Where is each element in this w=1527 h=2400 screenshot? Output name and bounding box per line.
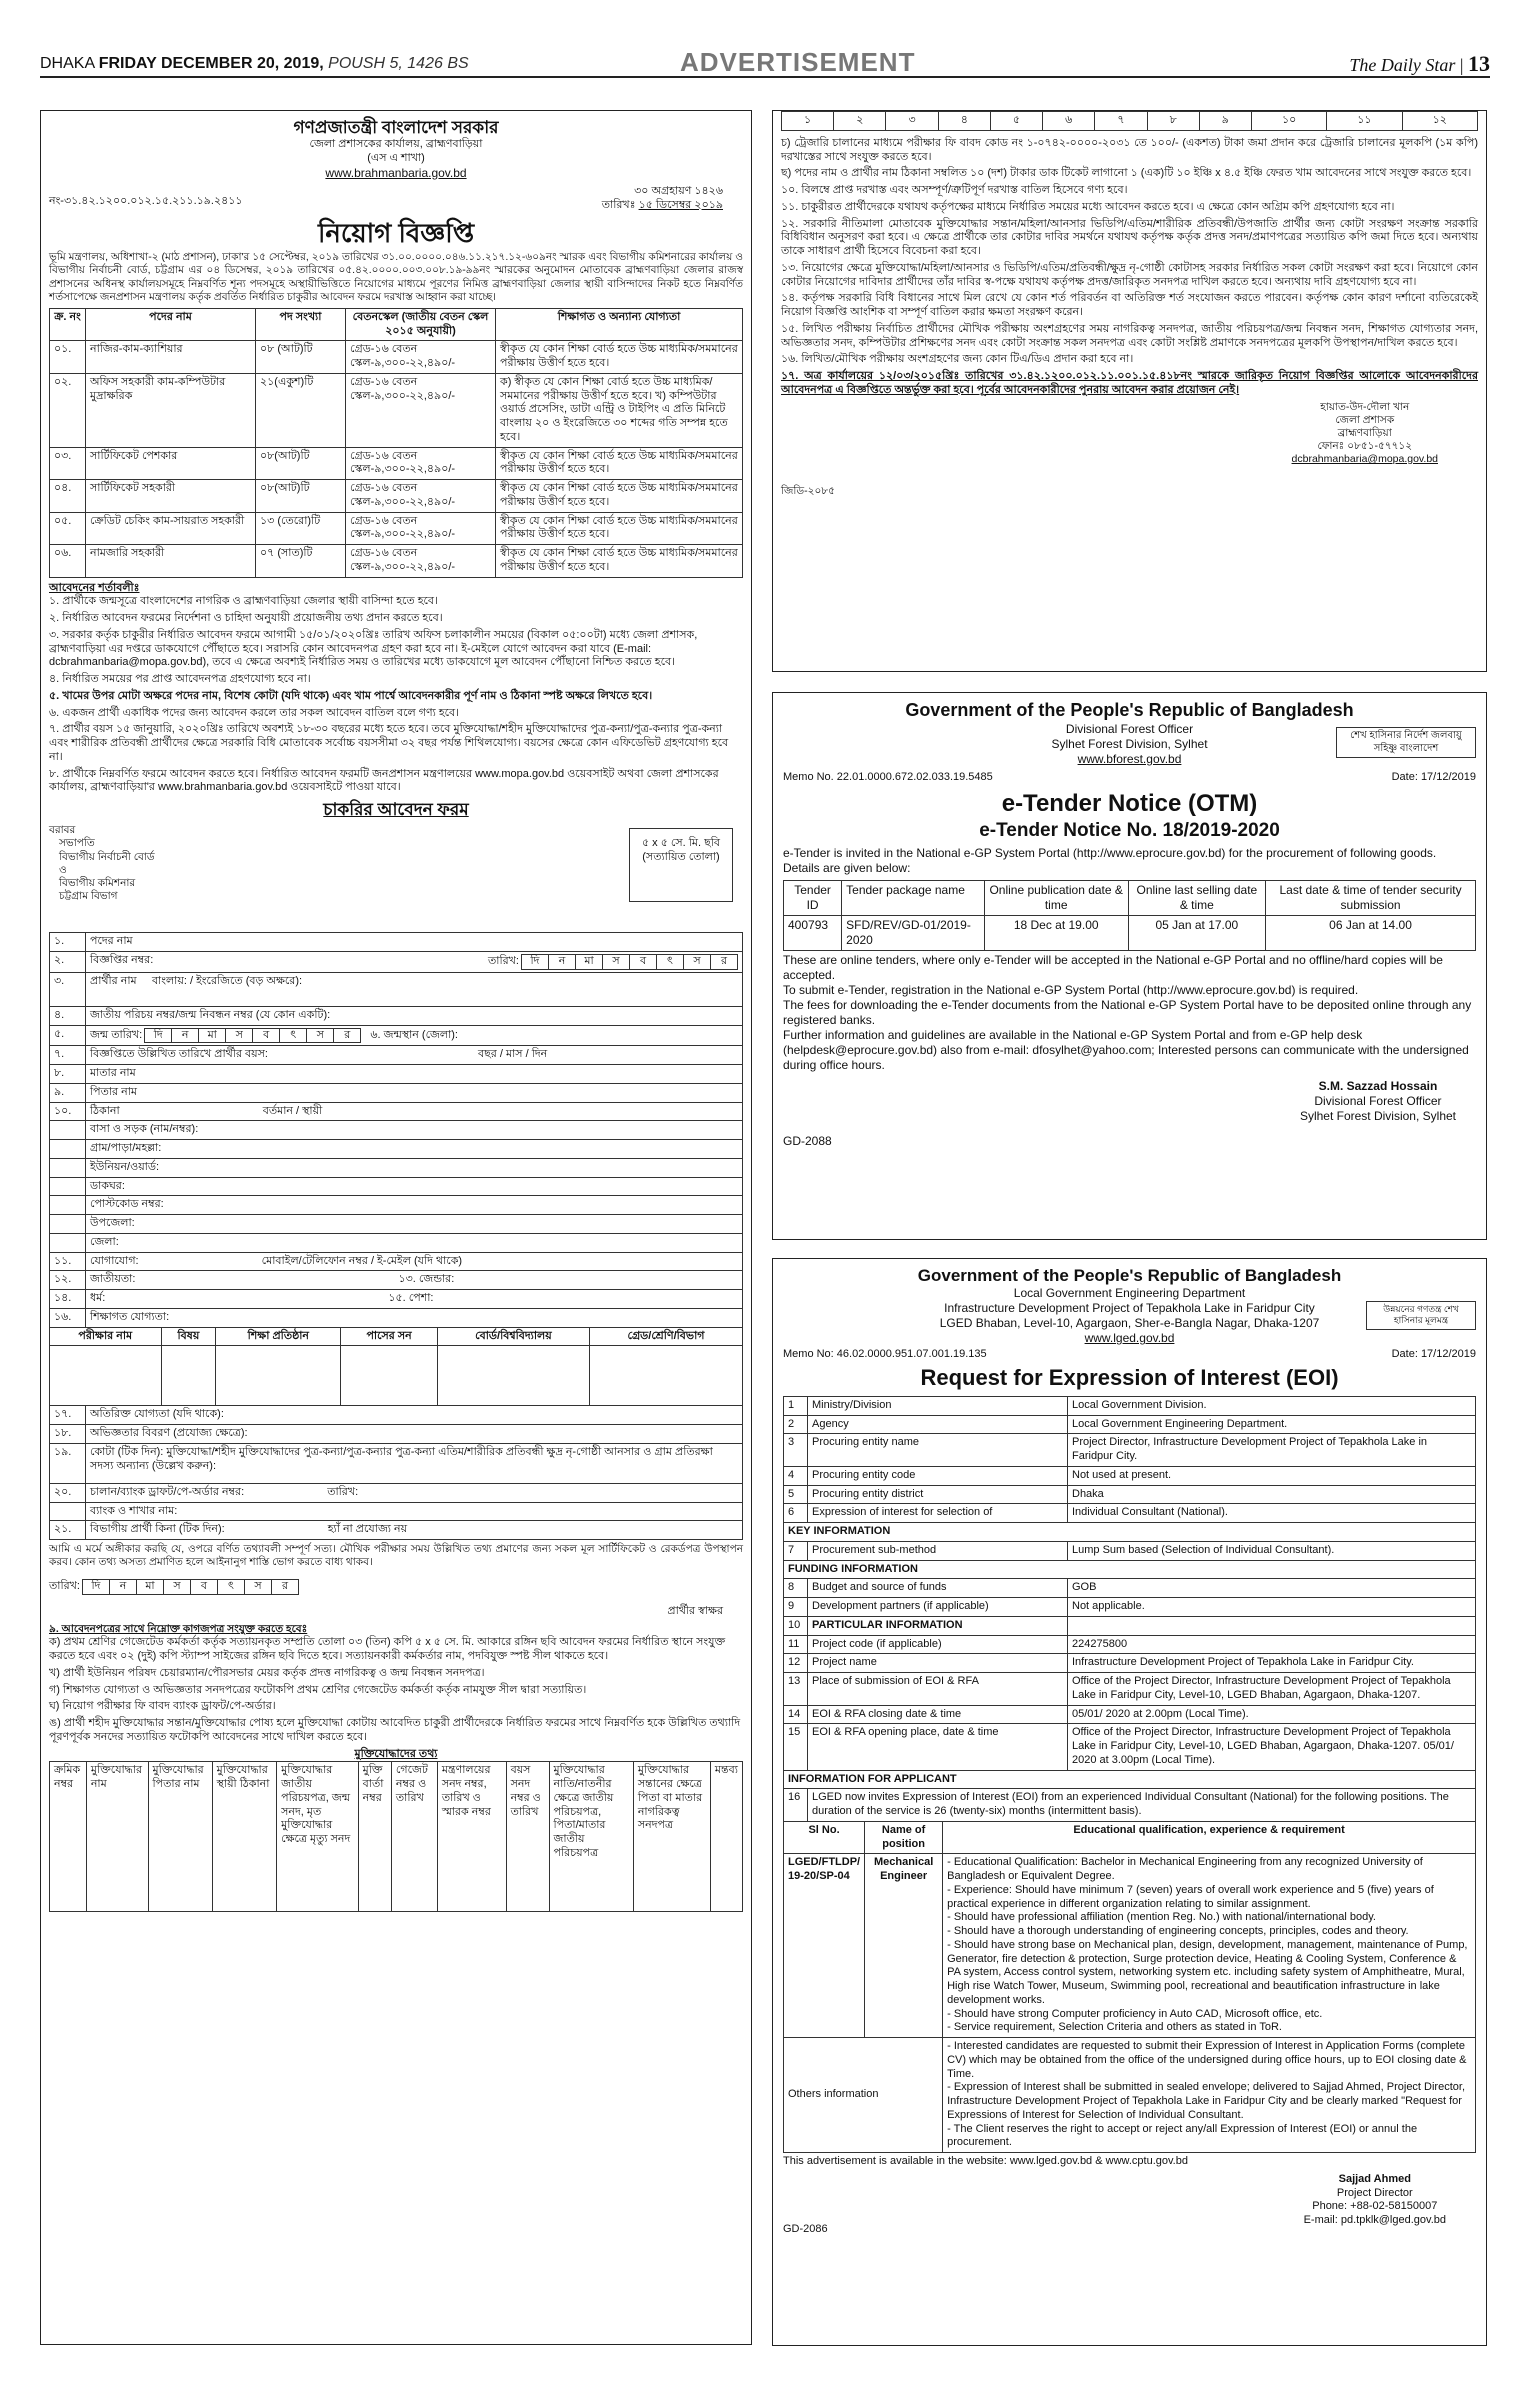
col-header: পদের নাম <box>86 308 256 341</box>
table-row: 7 Procurement sub-method Lump Sum based (Selection of Individual Consultant). <box>784 1541 1476 1560</box>
list-item: ২. নির্ধারিত আবেদন ফরমের নির্দেশনা ও চাহিদা অনুযায়ী প্রয়োজনীয় তথ্য প্রদান করতে হবে। <box>49 612 443 624</box>
table-row: ০৫. ক্রেডিট চেকিং কাম-সায়রাত সহকারী ১৩ (তেরো)টি গ্রেড-১৬ বেতন স্কেল-৯,৩০০-২২,৪৯০/- স্বীকৃত যে কোন শিক্ষা বোর্ড হতে উচ্চ মাধ্যমিক/সমমানের পরীক্ষায় উত্তীর্ণ হতে হবে। <box>50 512 743 545</box>
table-row: 10 PARTICULAR INFORMATION <box>784 1616 1476 1635</box>
form-row: পোস্টকোড নম্বর: <box>50 1196 743 1215</box>
form-row: ১১. যোগাযোগ: মোবাইল/টেলিফোন নম্বর / ই-মেইল (যদি থাকে) <box>50 1252 743 1271</box>
form-row: ১৯. কোটা (টিক দিন): মুক্তিযোদ্ধা/শহীদ মুক্তিযোদ্ধাদের পুত্র-কন্যা/পুত্র-কন্যার পুত্র-কন্যা এতিম/শারীরিক প্রতিবন্ধী ক্ষুদ্র নৃ-গোষ্ঠী আনসার ও গ্রাম প্রতিরক্ষা সদস্য অন্যান্য (উল্লেখ করুন): <box>50 1443 743 1483</box>
col-header: পাসের সন <box>341 1327 438 1346</box>
slogan-box: উন্নয়নের গণতন্ত্র শেখ হাসিনার মূলমন্ত্র <box>1366 1301 1476 1330</box>
list-item: ছ) পদের নাম ও প্রার্থীর নাম ঠিকানা সম্বলিত ১০ (দশ) টাকার ডাক টিকেট লাগানো ১ (এক)টি ১০ ইঞ্চি x ৪.৫ ইঞ্চি ফেরত খাম আবেদনের সাথে সংযুক্ত করতে হবে। <box>781 167 1472 180</box>
table-row: LGED/FTLDP/ 19-20/SP-04 Mechanical Engineer - Educational Qualification: Bachelor in Mechanical Engineering from any recognized University of Bangladesh or Equivalent Degree. - Experience: Should have minimum 7 (seven) years of overall work experience and 5 (five) years of practical experience in different organization relating to similar assignment. - Should have professional affiliation (mention Reg. No.) with national/international body. - Should have a thorough understanding of engineering concepts, principles, codes and theory. - Should have strong base on Mechanical plan, design, development, management, maintenance of Pump, Generator, fire detection & protection, Surge protection device, Heating & Cooling System, Conference & PA system, Access control system, networking system etc. including safety system of Amphitheatre, Mural, High rise Watch Tower, Museum, Swimming pool, recreational and beautification infrastructure in lake development works. - Should have strong Computer proficiency in Auto CAD, Microsoft office, etc. - Service requirement, Selection Criteria and others as stated in ToR. <box>784 1854 1476 2038</box>
form-row: ২১. বিভাগীয় প্রার্থী কিনা (টিক দিন): হ্যাঁ না প্রযোজ্য নয় <box>50 1521 743 1540</box>
gov-title: Government of the People's Republic of Bangladesh <box>917 1266 1342 1285</box>
table-row: ০৪. সার্টিফিকেট সহকারী ০৮(আট)টি গ্রেড-১৬ বেতন স্কেল-৯,৩০০-২২,৪৯০/- স্বীকৃত যে কোন শিক্ষা বোর্ড হতে উচ্চ মাধ্যমিক/সমমানের পরীক্ষায় উত্তীর্ণ হতে হবে। <box>50 480 743 513</box>
table-row: ০৬. নামজারি সহকারী ০৭ (সাত)টি গ্রেড-১৬ বেতন স্কেল-৯,৩০০-২২,৪৯০/- স্বীকৃত যে কোন শিক্ষা বোর্ড হতে উচ্চ মাধ্যমিক/সমমানের পরীক্ষায় উত্তীর্ণ হতে হবে। <box>50 545 743 578</box>
form-row: ৩. প্রার্থীর নাম বাংলায়: / ইংরেজিতে (বড় অক্ষরে): <box>50 972 743 1006</box>
col-header: ক্র. নং <box>50 308 86 341</box>
col-header: বেতনস্কেল (জাতীয় বেতন স্কেল ২০১৫ অনুযায়ী) <box>346 308 496 341</box>
form-row: ৭. বিজ্ঞপ্তিতে উল্লিখিত তারিখে প্রার্থীর বয়স: বছর / মাস / দিন <box>50 1046 743 1065</box>
table-row: 3 Procuring entity name Project Director, Infrastructure Development Project of Tepakhola Lake in Faridpur City. <box>784 1434 1476 1467</box>
memo-date: Date: 17/12/2019 <box>1391 770 1476 783</box>
ff-number-row: ১ ২ ৩ ৪ ৫ ৬ ৭ ৮ ৯ ১০ ১১ ১২ <box>781 111 1478 131</box>
list-item: ১. প্রার্থীকে জন্মসূত্রে বাংলাদেশের নাগরিক ও ব্রাহ্মণবাড়িয়া জেলার স্থায়ী বাসিন্দা হতে হবে। <box>49 595 438 608</box>
masthead: The Daily Star | 13 <box>1349 51 1490 76</box>
notice-subtitle: e-Tender Notice No. 18/2019-2020 <box>979 819 1280 841</box>
col-header: বিষয় <box>161 1327 216 1346</box>
application-form-2 <box>49 1405 743 1540</box>
table-row: 400793 SFD/REV/GD-01/2019-2020 18 Dec at 19.00 05 Jan at 17.00 06 Jan at 14.00 <box>784 916 1476 951</box>
col-header: Online last selling date & time <box>1128 881 1265 916</box>
intro-text: ভূমি মন্ত্রণালয়, অধিশাখা-২ (মাঠ প্রশাসন), ঢাকা'র ১৫ সেপ্টেম্বর, ২০১৯ তারিখের ৩১.০০.০০০০.০৪৬.১১.২১৭.১২-৬০৯নং স্মারক এবং বিভাগীয় কমিশনারের কার্যালয় ও বিভাগীয় নির্বাচনী বোর্ড, চট্টগ্রাম এর ০৪ ডিসেম্বর, ২০১৯ তারিখের ০৫.৪২.০০০০.০০৩.০০৮.১৯-৯৯নং স্মারকের অনুমোদন মোতাবেক ব্রাহ্মণবাড়িয়া জেলার রাজস্ব প্রশাসনের অধিনস্থ কার্যালয়সমূহে নিম্নবর্ণিত শূন্য পদসমূহে অস্থায়ীভিত্তিতে নিয়োগের মাধ্যমে পূরণের নিমিত্ত ব্রাহ্মণবাড়িয়া জেলার স্থায়ী বাসিন্দাদের নিকট হতে নিম্নবর্ণিত শর্তসাপেক্ষে জনপ্রশাসন মন্ত্রণালয় কর্তৃক প্রবর্তিত নির্ধারিত চাকুরীর আবেদন ফরমে দরখাস্ত আহ্বান করা যাচ্ছে। <box>49 251 743 303</box>
list-item: ১৬. লিখিত/মৌখিক পরীক্ষায় অংশগ্রহণের জন্য কোন টিএ/ডিএ প্রদান করা হবে না। <box>781 353 1134 366</box>
form-row: ১৪. ধর্ম: ১৫. পেশা: <box>50 1290 743 1309</box>
memo-number: Memo No: 46.02.0000.951.07.001.19.135 <box>783 1348 987 1361</box>
section-row: INFORMATION FOR APPLICANT <box>784 1770 1476 1789</box>
table-row: 12 Project name Infrastructure Development Project of Tepakhola Lake in Faridpur City. <box>784 1654 1476 1673</box>
form-row: ৫. জন্ম তারিখ: দি ন মা স ব ৎ স র ৬. জন্মস্থান (জেলা): <box>50 1025 743 1046</box>
memo-number: Memo No. 22.01.0000.672.02.033.19.5485 <box>783 770 993 783</box>
list-item: খ) প্রার্থী ইউনিয়ন পরিষদ চেয়ারম্যান/পৌরসভার মেয়র কর্তৃক প্রদত্ত নাগরিকত্ব ও জন্ম নিবন্ধন সনদপত্র। <box>49 1666 485 1679</box>
form-row: জেলা: <box>50 1233 743 1252</box>
posts-table <box>49 308 743 578</box>
memo-date: Date: 17/12/2019 <box>1391 1348 1476 1361</box>
branch-line: (এস এ শাখা) <box>367 152 425 164</box>
col-header: পদ সংখ্যা <box>256 308 346 341</box>
gov-title: গণপ্রজাতন্ত্রী বাংলাদেশ সরকার <box>293 118 499 137</box>
table-row: 14 EOI & RFA closing date & time 05/01/ 2020 at 2.00pm (Local Time). <box>784 1705 1476 1724</box>
list-item: চ) ট্রেজারি চালানের মাধ্যমে পরীক্ষার ফি বাবদ কোড নং ১-০৭৪২-০০০০-২০৩১ তে ১০০/- (একশত) টাকা জমা প্রদান করে ট্রেজারি চালানের মূলকপি (১ম কপি) দরখাস্তের সাথে সংযুক্ত করতে হবে। <box>781 136 1478 163</box>
conditions <box>49 582 743 796</box>
form-row: ১৬. শিক্ষাগত যোগ্যতা: <box>50 1308 743 1327</box>
website-link[interactable]: www.lged.gov.bd <box>1084 1331 1175 1346</box>
ff-title: মুক্তিযোদ্ধাদের তথ্য <box>354 1747 438 1760</box>
table-row: 8 Budget and source of funds GOB <box>784 1579 1476 1598</box>
form-row: ১৭. অতিরিক্ত যোগ্যতা (যদি থাকে): <box>50 1406 743 1425</box>
form-row: ১২. জাতীয়তা: ১৩. জেন্ডার: <box>50 1271 743 1290</box>
intro-text: e-Tender is invited in the National e-GP System Portal (http://www.eprocure.gov.bd) for the procurement of following goods. Details are given below: <box>783 846 1437 876</box>
table-row: 6 Expression of interest for selection of Individual Consultant (National). <box>784 1504 1476 1523</box>
tender-table <box>783 880 1476 951</box>
dc-email-link[interactable]: dcbrahmanbaria@mopa.gov.bd <box>1291 453 1438 465</box>
ad-code: জিডি-২০৮৫ <box>781 485 835 498</box>
availability-note: This advertisement is available in the website: www.lged.gov.bd & www.cptu.gov.bd <box>783 2155 1188 2167</box>
table-row: 9 Development partners (if applicable) Not applicable. <box>784 1598 1476 1617</box>
dateline: DHAKA FRIDAY DECEMBER 20, 2019, POUSH 5, 1426 BS <box>40 55 469 72</box>
memo-number: নং-৩১.৪২.১২০০.০১২.১৫.২১১.১৯.২৪১১ <box>49 194 243 207</box>
col-header: শিক্ষাগত ও অন্যান্য যোগ্যতা <box>496 308 743 341</box>
form-row: ৯. পিতার নাম <box>50 1083 743 1102</box>
list-item: ৮. প্রার্থীকে নিম্নবর্ণিত ফরমে আবেদন করতে হবে। নির্ধারিত আবেদন ফরমটি জনপ্রশাসন মন্ত্রণালয়ের www.mopa.gov.bd ওয়েবসাইট অথবা জেলা প্রশাসকের কার্যালয়, ব্রাহ্মণবাড়িয়া'র www.brahmanbaria.gov.bd ওয়েবসাইটে পাওয়া যাবে। <box>49 767 719 794</box>
col-header: গ্রেড/শ্রেণি/বিভাগ <box>590 1327 743 1346</box>
list-item: ১৪. কর্তৃপক্ষ সরকারি বিধি বিধানের সাথে মিল রেখে যে কোন শর্ত পরিবর্তন বা অতিরিক্ত শর্ত সংযোজন করতে পারবেন। কর্তৃপক্ষ কোন কারণ দর্শানো ব্যতিরেকেই নিয়োগ বিজ্ঞপ্তি আংশিক বা সম্পূর্ণ বাতিল করার ক্ষমতা সংরক্ষণ করেন। <box>781 292 1478 318</box>
list-item: ১০. বিলম্বে প্রাপ্ত দরখাস্ত এবং অসম্পূর্ণ/ত্রুটিপূর্ণ দরখাস্ত বাতিল হিসেবে গণ্য হবে। <box>781 184 1128 196</box>
list-item: ১৭. অত্র কার্যালয়ের ১২/০৩/২০১৫খ্রিঃ তারিখের ৩১.৪২.১২০০.০১২.১১.০০১.১৫.৪১৮নং স্মারকে জারিকৃত নিয়োগ বিজ্ঞপ্তির আলোকে আবেদনকারীদের আবেদনপত্র এ বিজ্ঞপ্তিতে অন্তর্ভুক্ত করা হবে। পূর্বের আবেদনকারীদের পুনরায় আবেদন করার প্রয়োজন নেই। <box>781 370 1478 396</box>
list-item: ৪. নির্ধারিত সময়ের পর প্রাপ্ত আবেদনপত্র গ্রহণযোগ্য হবে না। <box>49 673 311 685</box>
form-row: উপজেলা: <box>50 1215 743 1234</box>
form-row: ২. বিজ্ঞপ্তির নম্বর: তারিখ: দি ন মা স ব ৎ স র <box>50 952 743 973</box>
list-item: ৭. প্রার্থীর বয়স ১৫ জানুয়ারি, ২০২০খ্রিঃ তারিখে অবশ্যই ১৮-৩০ বছরের মধ্যে হতে হবে। তবে মুক্তিযোদ্ধা/শহীদ মুক্তিযোদ্ধাদের পুত্র-কন্যা/পুত্র-কন্যার পুত্র-কন্যা এবং শারীরিক প্রতিবন্ধী প্রার্থীদের ক্ষেত্রে সরকারি বিধি মোতাবেক সর্বোচ্চ বয়সসীমা ৩২ বছর পর্যন্ত শিথিলযোগ্য। বয়সের ক্ষেত্রে কোন এফিডেভিট গ্রহণযোগ্য হবে না। <box>49 723 729 763</box>
forest-etender-ad: Government of the People's Republic of Bangladesh Divisional Forest Officer Sylhet Forest Division, Sylhet www.bforest.gov.bd শেখ হাসিনার নির্দেশ জলবায়ু সহিষ্ণু বাংলাদেশ Memo No. 22.01.0000.672.02.033.19.5485 Date: 17/12/2019 e-Tender Notice (OTM) e-Tender Notice No. 18/2019-2020 e-Tender is invited in the National e-GP System Portal (http://www.eprocure.gov.bd) for the procurement of following goods. Details are given below: Tender ID Tender package name Online publication date & time Online last selling date & time Last date & time of tender security submission 400793 SFD/REV/GD-01/2019-2020 18 Dec at 19.00 05 Jan at 17.00 06 Jan at 14.00 These are online tenders, where only e-Tender will be accepted in the National e-GP Portal and no offline/hard copies will be accepted. To submit e-Tender, registration in the National e-GP System Portal (http://www.eprocure.gov.bd) is required. The fees for downloading the e-Tender documents from the National e-GP System Portal have to be deposited online through any registered banks. Further information and guidelines are available in the National e-GP System Portal and from e-GP help desk (helpdesk@eprocure.gov.bd) also from e-mail: dfosylhet@yahoo.com; Interested persons can communicate with the undersigned during office hours. S.M. Sazzad Hossain Divisional Forest Officer Sylhet Forest Division, Sylhet GD-2088 <box>772 692 1487 1240</box>
col-header: শিক্ষা প্রতিষ্ঠান <box>216 1327 341 1346</box>
list-item: ৫. খামের উপর মোটা অক্ষরে পদের নাম, বিশেষ কোটা (যদি থাকে) এবং খাম পার্শ্বে আবেদনকারীর পূর্ণ নাম ও ঠিকানা স্পষ্ট অক্ষরে লিখতে হবে। <box>49 689 653 702</box>
col-header: Educational qualification, experience & requirement <box>943 1821 1476 1854</box>
table-row: 15 EOI & RFA opening place, date & time Office of the Project Director, Infrastructure Development Project of Tepakhola Lake in Faridpur City, Level-10, LGED Bhaban, Agargaon, Dhaka-1207. 05/01/ 2020 at 3.00pm (Local Time). <box>784 1724 1476 1770</box>
list-item: ৩. সরকার কর্তৃক চাকুরীর নির্ধারিত আবেদন ফরমে আগামী ১৫/০১/২০২০খ্রিঃ তারিখ অফিস চলাকালীন সময়ের (বিকাল ০৫:০০টা) মধ্যে জেলা প্রশাসক, ব্রাহ্মণবাড়িয়া এর দপ্তরে ডাকযোগে পৌঁছাতে হবে। সরাসরি কোন আবেদনপত্র গ্রহণ করা হবে না। ই-মেইলে যোগে আবেদন করা যাবে (E-mail: dcbrahmanbaria@mopa.gov.bd), তবে এ ক্ষেত্রে অবশ্যই নির্ধারিত সময় ও তারিখের মধ্যে ডাকযোগে মূল আবেদন পৌঁছানো নিশ্চিত করতে হবে। <box>49 628 698 669</box>
form-row: ১০. ঠিকানা বর্তমান / স্থায়ী <box>50 1102 743 1121</box>
table-row: ০১. নাজির-কাম-ক্যাশিয়ার ০৮ (আট)টি গ্রেড-১৬ বেতন স্কেল-৯,৩০০-২২,৪৯০/- স্বীকৃত যে কোন শিক্ষা বোর্ড হতে উচ্চ মাধ্যমিক/সমমানের পরীক্ষায় উত্তীর্ণ হতে হবে। <box>50 341 743 374</box>
col-header: Tender ID <box>784 881 842 916</box>
list-item: ঙ) প্রার্থী শহীদ মুক্তিযোদ্ধার সন্তান/মুক্তিযোদ্ধার পোষ্য হলে মুক্তিযোদ্ধা কোটায় আবেদিত চাকুরী প্রার্থীদেরকে নির্ধারিত ফরমের সাথে নিম্নবর্ণিত হকে উল্লিখিত তথ্যাদি পূরণপূর্বক সনদের সত্যায়িত ফটোকপি আবেদনের সাথে দাখিল করতে হবে। <box>49 1717 741 1743</box>
form-row: ব্যাংক ও শাখার নাম: <box>50 1502 743 1521</box>
table-row: ০২. অফিস সহকারী কাম-কম্পিউটার মুদ্রাক্ষরিক ২১(একুশ)টি গ্রেড-১৬ বেতন স্কেল-৯,৩০০-২২,৪৯০/- ক) স্বীকৃত যে কোন শিক্ষা বোর্ড হতে উচ্চ মাধ্যমিক/সমমানের পরীক্ষায় উত্তীর্ণ হতে হবে। খ) কম্পিউটার ওয়ার্ড প্রসেসিং, ডাটা এন্ট্রি ও টাইপিং এ প্রতি মিনিটে বাংলায় ২০ ও ইংরেজিতে ৩০ শব্দের গতি সম্পন্ন হতে হবে। <box>50 373 743 447</box>
form-row: ১. পদের নাম <box>50 933 743 952</box>
position-table <box>783 1821 1476 2153</box>
table-row: 11 Project code (if applicable) 224275800 <box>784 1635 1476 1654</box>
education-table <box>49 1327 743 1407</box>
page-header <box>40 38 1490 78</box>
office-line: জেলা প্রশাসকের কার্যালয়, ব্রাহ্মণবাড়িয়া <box>309 138 483 151</box>
notice-title: e-Tender Notice (OTM) <box>1001 789 1258 817</box>
list-item: ১৫. লিখিত পরীক্ষায় নির্বাচিত প্রার্থীদের মৌখিক পরীক্ষায় অংশগ্রহণের সময় নাগরিকত্ব সনদপত্র, জাতীয় পরিচয়পত্র/জন্ম নিবন্ধন সনদ, শিক্ষাগত যোগ্যতার সনদ, অভিজ্ঞতার সনদ, কম্পিউটার প্রশিক্ষণের সনদ এবং কোটা সংক্রান্ত সকল সনদপত্র এবং কোটা সংশ্লিষ্ট প্রমাণকে সনদপত্রের মূলকপি উপস্থাপন/দাখিল করতে হবে। <box>781 322 1478 349</box>
section-title: ADVERTISEMENT <box>680 47 916 77</box>
list-item: ক) প্রথম শ্রেণির গেজেটেড কর্মকর্তা কর্তৃক সত্যায়নকৃত সম্প্রতি তোলা ০৩ (তিন) কপি ৫ x ৫ সে. মি. আকারে রঙ্গিন ছবি আবেদন ফরমের নির্ধারিত স্থানে সংযুক্ত করতে হবে এবং ০২ (দুই) কপি স্ট্যাম্প সাইজের রঙ্গিন ছবি দিতে হবে। সত্যায়নকারী কর্মকর্তার নাম, পদবিযুক্ত স্পষ্ট সীল থাকতে হবে। <box>49 1636 726 1663</box>
col-header: Name of position <box>865 1821 943 1854</box>
list-item: ৬. একজন প্রার্থী একাধিক পদের জন্য আবেদন করলে তার সকল আবেদন বাতিল বলে গণ্য হবে। <box>49 706 460 719</box>
tender-notes: These are online tenders, where only e-Tender will be accepted in the National e-GP Portal and no offline/hard copies will be accepted. To submit e-Tender, registration in the National e-GP System Portal (http://www.eprocure.gov.bd) is required. The fees for downloading the e-Tender documents from the National e-GP System Portal have to be deposited online through any registered banks. Further information and guidelines are available in the National e-GP System Portal and from e-GP help desk (helpdesk@eprocure.gov.bd) also from e-mail: dfosylhet@yahoo.com; Interested persons can communicate with the undersigned during office hours. <box>783 953 1472 1073</box>
section-row: KEY INFORMATION <box>784 1523 1476 1542</box>
col-header: পরীক্ষার নাম <box>50 1327 162 1346</box>
notice-title: Request for Expression of Interest (EOI) <box>920 1365 1339 1391</box>
list-item: ১২. সরকারি নীতিমালা মোতাবেক মুক্তিযোদ্ধার সন্তান/মহিলা/আনসার ভিডিপি/এতিম/শারীরিক প্রতিবন্ধী/উপজাতি প্রার্থীর জন্য কোটা সংরক্ষণ সংক্রান্ত সরকারি বিধিবিধান অনুসরণ করা হবে। এ ক্ষেত্রে প্রার্থীকে তার কোটার দাবির সমর্থনে যথাযথ কর্তৃপক্ষ কর্তৃক প্রদত্ত সনদ/প্রমাণপত্রের সত্যায়িত কপি জমা দিতে হবে। অন্যথায় তাকে সাধারণ প্রার্থী হিসেবে বিবেচনা করা হবে। <box>781 217 1478 257</box>
table-row: Others information - Interested candidates are requested to submit their Expression of Interest in Application Forms (complete CV) which may be obtained from the office of the undersigned during office hours, up to EOI closing date & Time. - Expression of Interest shall be submitted in sealed envelope; delivered to Sajjad Ahmed, Project Director, Infrastructure Development Project of Tepakhola Lake in Faridpur City and be clearly marked "Request for Expressions of Interest for Selection of Individual Consultant. - The Client reserves the right to accept or reject any/all Expression of Interest (EOI) or annul the procurement. <box>784 2038 1476 2153</box>
table-row: 16 LGED now invites Expression of Interest (EOI) from an experienced Individual Consultant (National) for the following positions. The duration of the service is 26 (twenty-six) months (intermittent basis). <box>784 1789 1476 1822</box>
ad-code: GD-2086 <box>783 2223 828 2235</box>
table-row: ০৩. সার্টিফিকেট পেশকার ০৮(আট)টি গ্রেড-১৬ বেতন স্কেল-৯,৩০০-২২,৪৯০/- স্বীকৃত যে কোন শিক্ষা বোর্ড হতে উচ্চ মাধ্যমিক/সমমানের পরীক্ষায় উত্তীর্ণ হতে হবে। <box>50 447 743 480</box>
lged-eoi-ad: Government of the People's Republic of Bangladesh Local Government Engineering Department Infrastructure Development Project of Tepakhola Lake in Faridpur City LGED Bhaban, Level-10, Agargaon, Sher-e-Bangla Nagar, Dhaka-1207 www.lged.gov.bd উন্নয়নের গণতন্ত্র শেখ হাসিনার মূলমন্ত্র Memo No: 46.02.0000.951.07.001.19.135 Date: 17/12/2019 Request for Expression of Interest (EOI) 1 Ministry/Division Local Government Division. 2 Agency Local Government Engineering Department. 3 Procuring entity name Project Director, Infrastructure Development Project of Tepakhola Lake in Faridpur City. 4 Procuring entity code Not used at present. 5 Procuring entity district Dhaka 6 Expression of interest for selection of Individual Consultant (National). KEY INFORMATION 7 Procurement sub-method Lump Sum based (Selection of Individual Consultant). FUNDING INFORMATION 8 Budget and source of funds GOB 9 Development partners (if applicable) Not applicable. 10 PARTICULAR INFORMATION 11 Project code (if applicable) 224275800 12 Project name Infrastructure Development Project of Tepakhola Lake in Faridpur City. 13 Place of submission of EOI & RFA Office of the Project Director, Infrastructure Development Project of Tepakhola Lake in Faridpur City, Level-10, LGED Bhaban, Agargaon, Dhaka-1207. 14 EOI & RFA closing date & time 05/01/ 2020 at 2.00pm (Local Time). 15 EOI & RFA opening place, date & time Office of the Project Director, Infrastructure Development Project of Tepakhola Lake in Faridpur City, Level-10, LGED Bhaban, Agargaon, Dhaka-1207. 05/01/ 2020 at 3.00pm (Local Time). INFORMATION FOR APPLICANT 16 LGED now invites Expression of Interest (EOI) from an experienced Individual Consultant (National) for the following positions. The duration of the service is 26 (twenty-six) months (intermittent basis). Sl No. Name of position Educational qualification, experience & requirement LGED/FTLDP/ 19-20/SP-04 Mechanical Engineer - Educational Qualification: Bachelor in Mechanical Engineering from any recognized University of Bangladesh or Equivalent Degree. - Experience: Should have minimum 7 (seven) years of overall work experience and 5 (five) years of practical experience in different organization relating to similar assignment. - Should have professional affiliation (mention Reg. No.) with national/international body. - Should have a thorough understanding of engineering concepts, principles, codes and theory. - Should have strong base on Mechanical plan, design, development, management, maintenance of Pump, Generator, fire detection & protection, Surge protection device, Heating & Cooling System, Conference & PA system, Access control system, networking system etc. including safety system of Amphitheatre, Mural, High rise Watch Tower, Museum, Swimming pool, recreational and beautification infrastructure in lake development works. - Should have strong Computer proficiency in Auto CAD, Microsoft office, etc. - Service requirement, Selection Criteria and others as stated in ToR. Others information - Interested candidates are requested to submit their Expression of Interest in Application Forms (complete CV) which may be obtained from the office of the undersigned during office hours, up to EOI closing date & Time. - Expression of Interest shall be submitted in sealed envelope; delivered to Sajjad Ahmed, Project Director, Infrastructure Development Project of Tepakhola Lake in Faridpur City and be clearly marked "Request for Expressions of Interest for Selection of Individual Consultant. - The Client reserves the right to accept or reject any/all Expression of Interest (EOI) or annul the procurement. This advertisement is available in the website: www.lged.gov.bd & www.cptu.gov.bd Sajjad Ahmed Project Director Phone: +88-02-58150007 E-mail: pd.tpklk@lged.gov.bd GD-2086 <box>772 1258 1487 2346</box>
notice-title: নিয়োগ বিজ্ঞপ্তি <box>317 217 475 248</box>
section-row: FUNDING INFORMATION <box>784 1560 1476 1579</box>
col-header: Last date & time of tender security submission <box>1266 881 1476 916</box>
form-row: ৮. মাতার নাম <box>50 1065 743 1084</box>
slogan-box: শেখ হাসিনার নির্দেশ জলবায়ু সহিষ্ণু বাংলাদেশ <box>1336 727 1476 758</box>
dc-signature: জিডি-২০৮৫ হায়াত-উদ-দৌলা খান জেলা প্রশাসক ব্রাহ্মণবাড়িয়া ফোনঃ ০৮৫১-৫৭৭১২ dcbrahmanbaria@mopa.gov.bd <box>781 400 1438 498</box>
form-row: ৪. জাতীয় পরিচয় নম্বর/জন্ম নিবন্ধন নম্বর (যে কোন একটি): <box>50 1006 743 1025</box>
gov-title: Government of the People's Republic of Bangladesh <box>905 700 1354 720</box>
form-row: বাসা ও সড়ক (নাম/নম্বর): <box>50 1121 743 1140</box>
col-header: Online publication date & time <box>984 881 1128 916</box>
table-row: 13 Place of submission of EOI & RFA Office of the Project Director, Infrastructure Development Project of Tepakhola Lake in Faridpur City, Level-10, LGED Bhaban, Agargaon, Dhaka-1207. <box>784 1673 1476 1706</box>
website-link[interactable]: www.brahmanbaria.gov.bd <box>325 165 467 180</box>
table-row: 2 Agency Local Government Engineering Department. <box>784 1415 1476 1434</box>
ff-table: ক্রমিক নম্বর মুক্তিযোদ্ধার নাম মুক্তিযোদ্ধার পিতার নাম মুক্তিযোদ্ধার স্থায়ী ঠিকানা মুক্তিযোদ্ধার জাতীয় পরিচয়পত্র, জন্ম সনদ, মৃত মুক্তিযোদ্ধার ক্ষেত্রে মৃত্যু সনদ মুক্তি বার্তা নম্বর গেজেট নম্বর ও তারিখ মন্ত্রণালয়ের সনদ নম্বর, তারিখ ও স্মারক নম্বর বয়স সনদ নম্বর ও তারিখ মুক্তিযোদ্ধার নাতি/নাতনীর ক্ষেত্রে জাতীয় পরিচয়পত্র, পিতা/মাতার জাতীয় পরিচয়পত্র মুক্তিযোদ্ধার সন্তানের ক্ষেত্রে পিতা বা মাতার নাগরিকত্ব সনদপত্র মন্তব্য <box>49 1761 743 1912</box>
list-item: ১১. চাকুরীরত প্রার্থীদেরকে যথাযথ কর্তৃপক্ষের মাধ্যমে নির্ধারিত সময়ের মধ্যে আবেদন করতে হবে। এ ক্ষেত্রে কোন অগ্রিম কপি গ্রহণযোগ্য হবে না। <box>781 200 1395 213</box>
eoi-table <box>783 1396 1476 1822</box>
col-header: বোর্ড/বিশ্ববিদ্যালয় <box>437 1327 589 1346</box>
col-header: Tender package name <box>842 881 985 916</box>
form-title: চাকরির আবেদন ফরম <box>323 800 469 819</box>
list-item: ১৩. নিয়োগের ক্ষেত্রে মুক্তিযোদ্ধা/মহিলা/আনসার ও ভিডিপি/এতিম/প্রতিবন্ধী/ক্ষুদ্র নৃ-গোষ্ঠী কোটাসহ সরকার নির্ধারিত সকল কোটা সংরক্ষণ করা হবে। নিয়োগে কোন কোটার নিয়োগের দাবিদার প্রার্থীদের তাঁর দাবির স্ব-পক্ষে যথাযথ কর্তৃপক্ষ প্রদত্ত/জারিকৃত সনদপত্র দাখিল করতে হবে। অন্যথায় দাবি গ্রহণযোগ্য হবে না। <box>781 261 1478 288</box>
list-item: ঘ) নিয়োগ পরীক্ষার ফি বাবদ ব্যাংক ড্রাফট/পে-অর্ডার। <box>49 1700 276 1713</box>
website-link[interactable]: www.bforest.gov.bd <box>1077 751 1182 766</box>
conditions-title: আবেদনের শর্তাবলীঃ <box>49 581 140 594</box>
table-row: 4 Procuring entity code Not used at present. <box>784 1466 1476 1485</box>
table-row: 5 Procuring entity district Dhaka <box>784 1485 1476 1504</box>
attach-title: ৯. আবেদনপত্রের সাথে নিম্নোক্ত কাগজপত্র সংযুক্ত করতে হবেঃ <box>49 1623 308 1636</box>
table-row: 1 Ministry/Division Local Government Division. <box>784 1396 1476 1415</box>
col-header: Sl No. <box>784 1821 865 1854</box>
form-row: ১৮. অভিজ্ঞতার বিবরণ (প্রযোজ্য ক্ষেত্রে): <box>50 1425 743 1444</box>
lged-signature: Sajjad Ahmed Project Director Phone: +88-02-58150007 E-mail: pd.tpklk@lged.gov.bd GD-2086 <box>783 2172 1446 2235</box>
photo-box: ৫ x ৫ সে. মি. ছবি (সত্যায়িত তোলা) <box>629 828 733 902</box>
dc-brahmanbaria-ad <box>40 110 752 2345</box>
form-row: ২০. চালান/ব্যাংক ড্রাফট/পে-অর্ডার নম্বর: তারিখ: <box>50 1483 743 1502</box>
signature-block: তারিখ: দি ন মা স ব ৎ স র প্রার্থীর স্বাক্ষর <box>49 1580 723 1618</box>
dc-brahmanbaria-ad-continued <box>772 110 1487 672</box>
application-form <box>49 932 743 1327</box>
form-addressee: বরাবর সভাপতি বিভাগীয় নির্বাচনী বোর্ড ও বিভাগীয় কমিশনার চট্টগ্রাম বিভাগ <box>49 824 155 902</box>
ad-code: GD-2088 <box>783 1134 832 1149</box>
form-row: ডাকঘর: <box>50 1177 743 1196</box>
memo-date: ৩০ অগ্রহায়ণ ১৪২৬ তারিখঃ ১৫ ডিসেম্বর ২০১৯ <box>601 184 723 211</box>
forest-signature: S.M. Sazzad Hossain Divisional Forest Officer Sylhet Forest Division, Sylhet GD-2088 <box>783 1079 1456 1149</box>
form-row: ইউনিয়ন/ওয়ার্ড: <box>50 1158 743 1177</box>
list-item: গ) শিক্ষাগত যোগ্যতা ও অভিজ্ঞতার সনদপত্রের ফটোকপি প্রথম শ্রেণির গেজেটেড কর্মকর্তা কর্তৃক নামযুক্ত সীল দ্বারা সত্যায়িত। <box>49 1683 587 1696</box>
form-row: গ্রাম/পাড়া/মহল্লা: <box>50 1140 743 1159</box>
declaration: আমি এ মর্মে অঙ্গীকার করছি যে, ওপরে বর্ণিত তথ্যাবলী সম্পূর্ণ সত্য। মৌখিক পরীক্ষার সময় উল্লিখিত তথ্য প্রমাণের জন্য সকল মূল সার্টিফিকেট ও রেকর্ডপত্র উপস্থাপন করব। কোন তথ্য অসত্য প্রমাণিত হলে আইনানুগ শাস্তি ভোগ করতে বাধ্য থাকব। <box>49 1543 743 1569</box>
